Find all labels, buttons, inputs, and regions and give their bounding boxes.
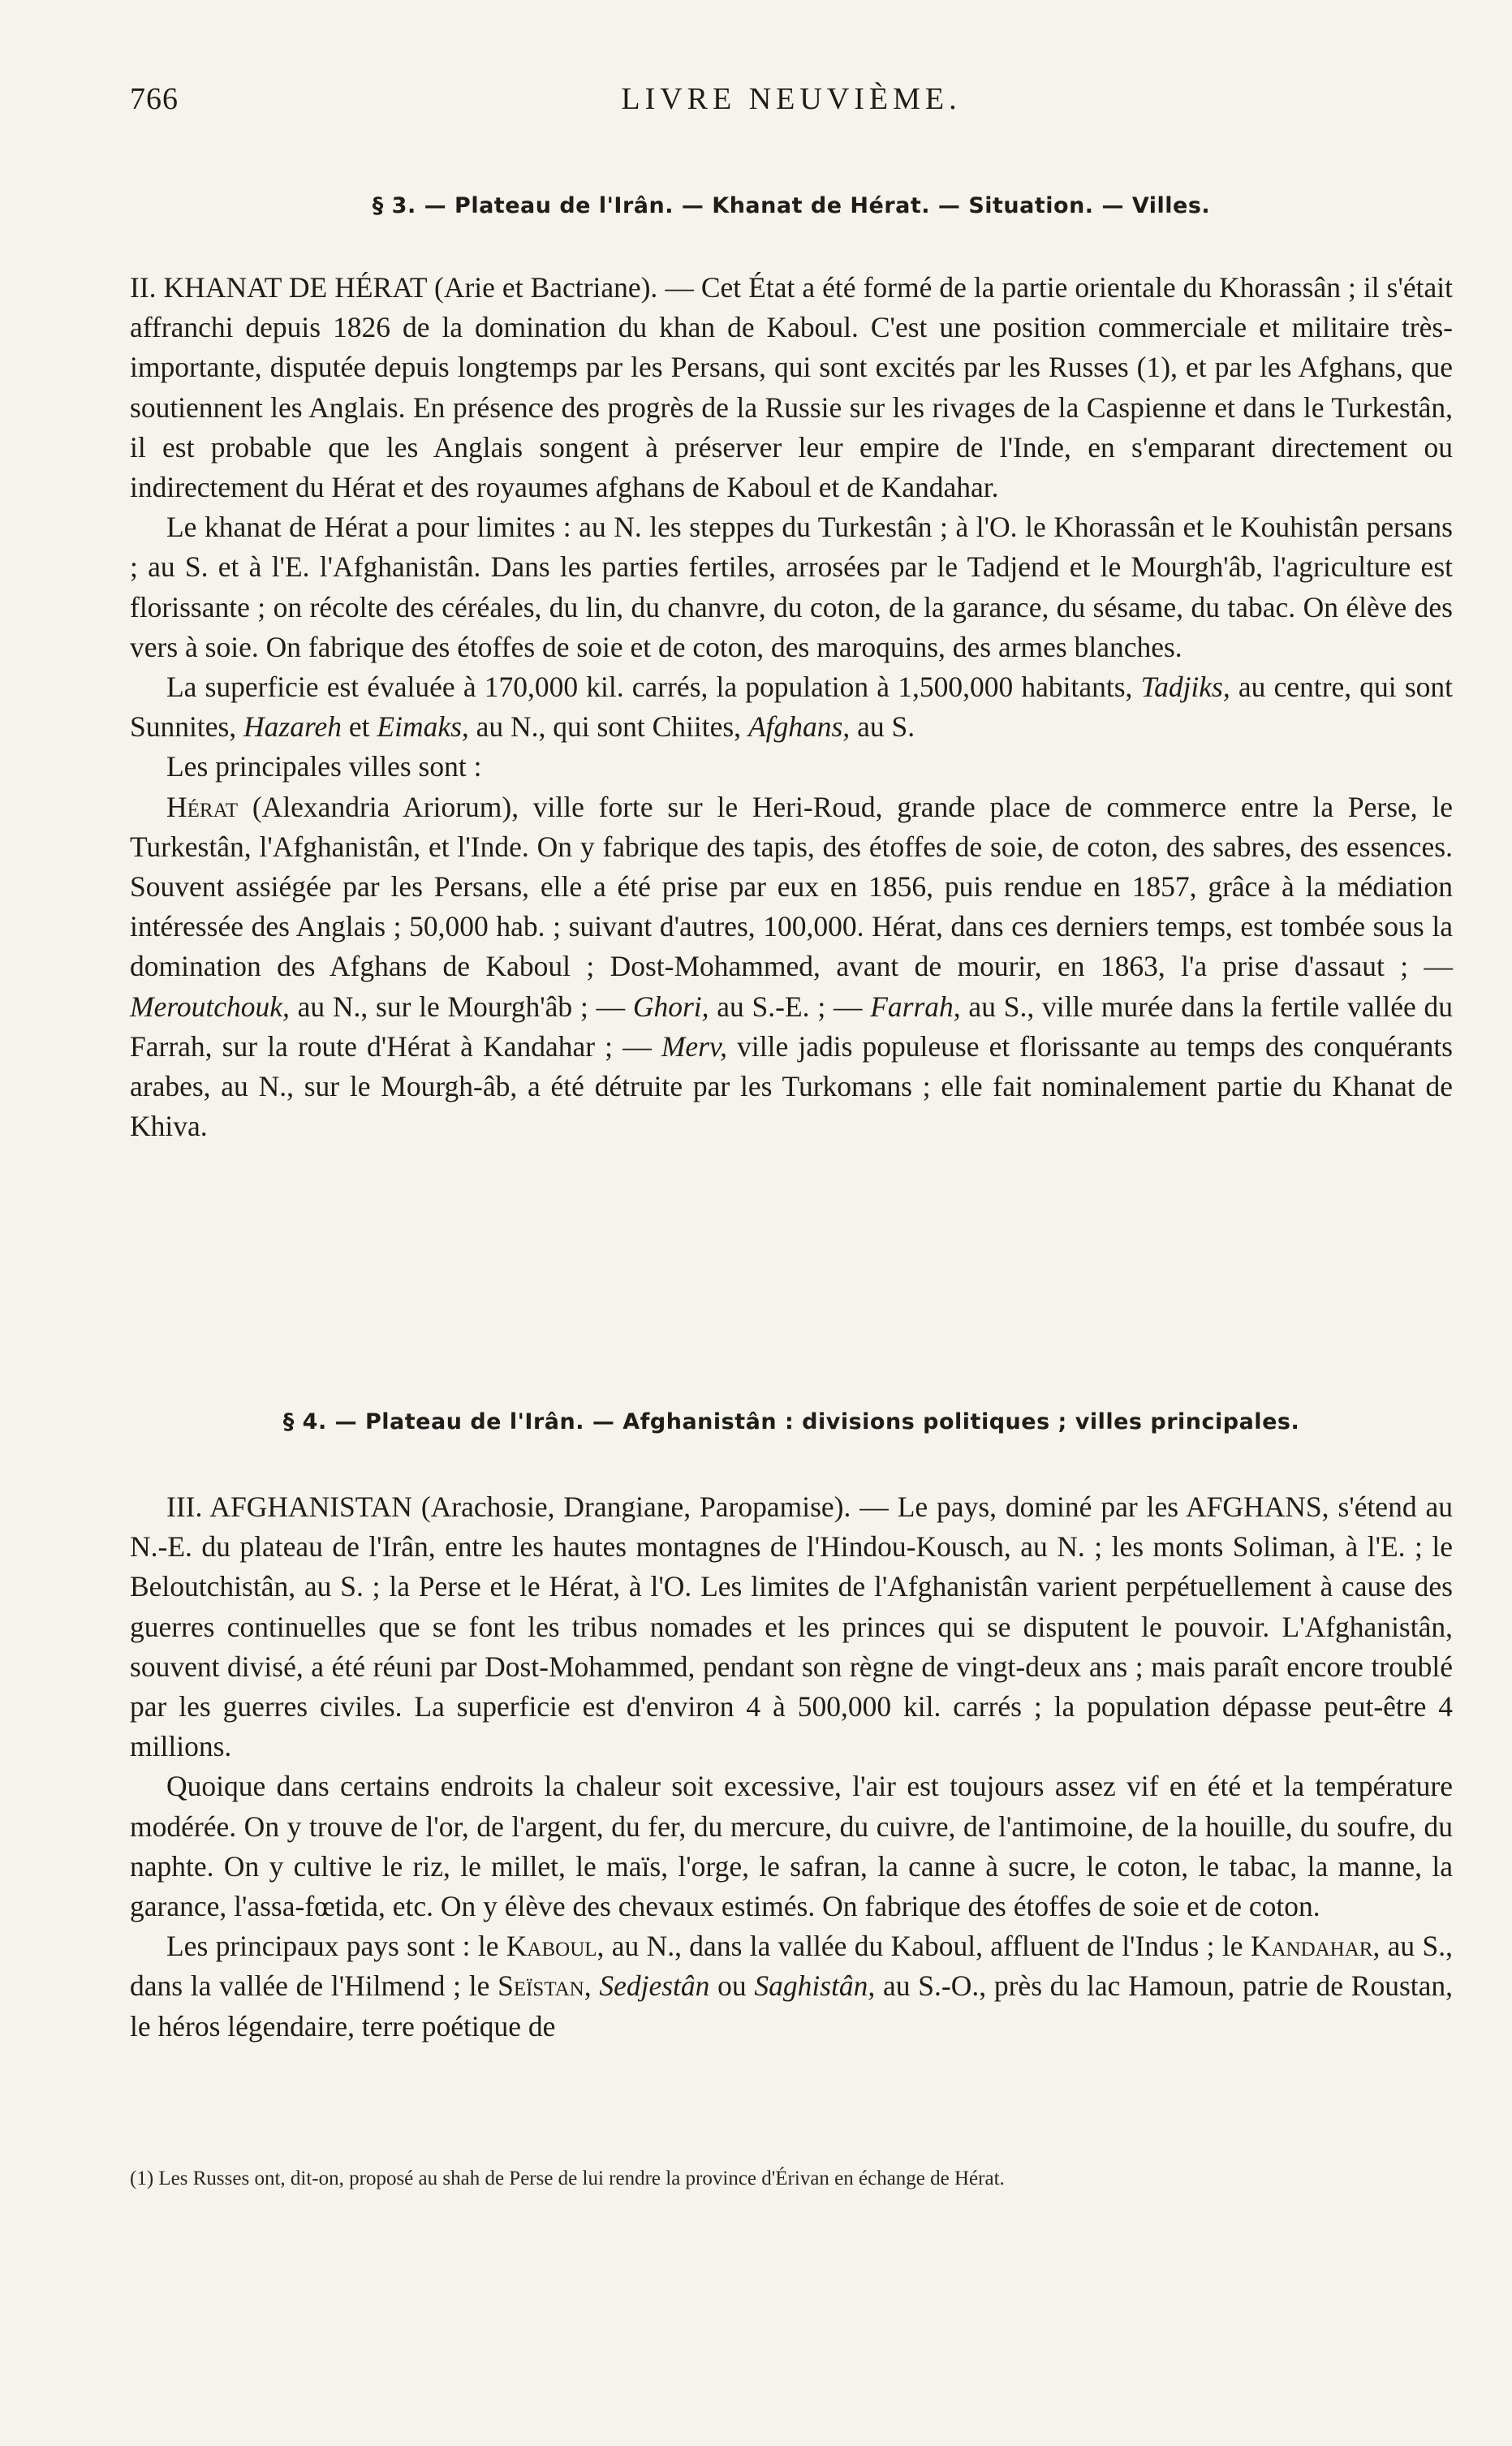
text-run: au centre, qui sont Sunnites, [130,671,1453,744]
section-3-heading: § 3. — Plateau de l'Irân. — Khanat de Hérat. — Situation. — Villes. [372,193,1211,218]
city-name-ghori: Ghori, [632,990,709,1023]
text-run: au N., sur le Mourgh'âb ; — [289,990,633,1023]
text-run: , au N., dans la vallée du Kaboul, affluent de l'Indus ; le [597,1930,1251,1963]
people-name-afghans: Afghans, [747,710,851,744]
text-run: et [342,710,377,744]
herat-paragraph-cities [130,787,1453,1147]
herat-paragraph-cities-intro: Les principales villes sont : [166,750,482,783]
text-run: au S., ville murée dans la fertile vallée du Farrah, sur la route d'Hérat à Kandahar ; — [130,990,1453,1063]
afghanistan-paragraph-climate: Quoique dans certains endroits la chaleur soit excessive, l'air est toujours assez vif en été et la température modérée. On y trouve de l'or, de l'argent, du fer, du mercure, du cuivre, de l'antimoine, de la houille, du soufre, du naphte. On y cultive le riz, le millet, le maïs, l'orge, le safran, la canne à sucre, le coton, le tabac, la manne, la garance, l'assa-fœtida, etc. On y élève des chevaux estimés. On fabrique des étoffes de soie et de coton. [130,1770,1453,1923]
herat-section-body [130,268,1453,1146]
region-name-seistan: Seïstan [498,1969,584,2003]
city-name-farrah: Farrah, [870,990,961,1023]
people-name-tadjiks: Tadjiks, [1140,671,1230,704]
text-run: , [584,1969,600,2003]
text-run: au N., qui sont Chiites, [468,710,748,744]
herat-paragraph-intro: II. KHANAT DE HÉRAT (Arie et Bactriane). — Cet État a été formé de la partie orientale du Khorassân ; il s'était affranchi depuis 1826 de la domination du khan de Kaboul. C'est une position commerciale et militaire très-importante, disputée depuis longtemps par les Persans, qui sont excités par les Russes (1), et par les Afghans, que soutiennent les Anglais. En présence des progrès de la Russie sur les rivages de la Caspienne et dans le Turkestân, il est probable que les Anglais songent à préserver leur empire de l'Inde, en s'emparant directement ou indirectement du Hérat et des royaumes afghans de Kaboul et de Kandahar. [130,271,1453,504]
city-name-merv: Merv, [661,1029,727,1063]
afghanistan-paragraph-intro: III. AFGHANISTAN (Arachosie, Drangiane, Paropamise). — Le pays, dominé par les AFGHANS, s'étend au N.-E. du plateau de l'Irân, entre les hautes montagnes de l'Hindou-Kousch, au N. ; les monts Soliman, à l'E. ; le Beloutchistân, au S. ; la Perse et le Hérat, à l'O. Les limites de l'Afghanistân varient perpétuellement à cause des guerres continuelles que se font les tribus nomades et les princes qui se disputent le pouvoir. L'Afghanistân, souvent divisé, a été réuni par Dost-Mohammed, pendant son règne de vingt-deux ans ; mais paraît encore troublé par les guerres civiles. La superficie est d'environ 4 à 500,000 kil. carrés ; la population dépasse peut-être 4 millions. [130,1490,1453,1763]
page-number: 766 [130,82,179,116]
text-run: Les principaux pays sont : le [166,1930,506,1963]
text-run: au S.-E. ; — [709,990,871,1023]
region-name-kaboul: Kaboul [506,1930,597,1963]
herat-paragraph-limits: Le khanat de Hérat a pour limites : au N. les steppes du Turkestân ; à l'O. le Khorassân et le Kouhistân persans ; au S. et à l'E. l'Afghanistân. Dans les parties fertiles, arrosées par le Tadjend et le Mourgh'âb, l'agriculture est florissante ; on récolte des céréales, du lin, du chanvre, du coton, de la garance, du sésame, du tabac. On élève des vers à soie. On fabrique des étoffes de soie et de coton, des maroquins, des armes blanches. [130,511,1453,663]
footnote [130,2163,1453,2194]
region-name-saghistan: Saghistân, [754,1969,876,2003]
text-run: au S.-O., près du lac Hamoun, patrie de Roustan, le héros légendaire, terre poétique de [130,1969,1454,2043]
text-run: , au S., dans la vallée de l'Hilmend ; le [130,1930,1454,2003]
page-header [130,81,1453,130]
afghanistan-paragraph-regions [130,1926,1453,2047]
region-name-sedjestan: Sedjestân [599,1969,710,2003]
city-name-herat: Hérat [166,790,239,823]
text-run: ou [709,1969,755,2003]
city-name-meroutchouk: Meroutchouk, [130,990,290,1023]
running-title: LIVRE NEUVIÈME. [621,82,962,116]
people-name-eimaks: Eimaks, [377,710,469,744]
text-run: La superficie est évaluée à 170,000 kil. carrés, la population à 1,500,000 habitants, [166,671,1141,704]
people-name-hazareh: Hazareh [243,710,342,744]
afghanistan-section-body [130,1487,1453,2047]
section-4-heading: § 4. — Plateau de l'Irân. — Afghanistân : divisions politiques ; villes principales. [282,1409,1300,1434]
footnote-text: (1) Les Russes ont, dit-on, proposé au shah de Perse de lui rendre la province d'Érivan en échange de Hérat. [130,2168,1005,2189]
herat-paragraph-population [130,667,1453,747]
region-name-kandahar: Kandahar [1250,1930,1373,1963]
text-run: ville jadis populeuse et florissante au temps des conquérants arabes, au N., sur le Mourgh-âb, a été détruite par les Turkomans ; elle fait nominalement partie du Khanat de Khiva. [130,1029,1453,1143]
text-run: (Alexandria Ariorum), ville forte sur le Heri-Roud, grande place de commerce entre la Perse, le Turkestân, l'Afghanistân, et l'Inde. On y fabrique des tapis, des étoffes de soie, de coton, des sabres, des essences. Souvent assiégée par les Persans, elle a été prise par eux en 1856, puis rendue en 1857, grâce à la médiation intéressée des Anglais ; 50,000 hab. ; suivant d'autres, 100,000. Hérat, dans ces derniers temps, est tombée sous la domination des Afghans de Kaboul ; Dost-Mohammed, avant de mourir, en 1863, l'a prise d'assaut ; — [130,790,1453,983]
text-run: au S. [850,710,915,744]
